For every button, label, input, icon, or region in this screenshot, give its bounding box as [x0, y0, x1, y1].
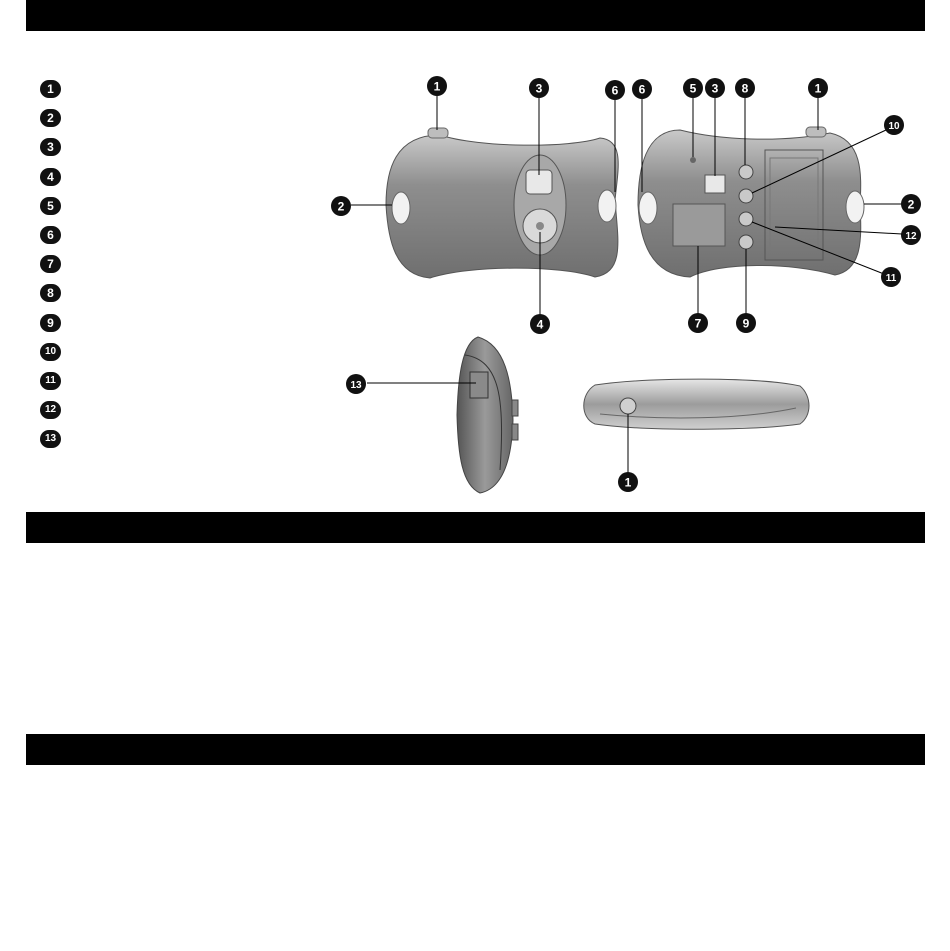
legend-badge: 2	[40, 109, 61, 127]
svg-text:13: 13	[350, 380, 362, 391]
top-view	[584, 379, 809, 492]
legend-badge: 7	[40, 255, 61, 273]
front-callout-4	[530, 314, 550, 334]
svg-text:8: 8	[741, 81, 749, 96]
back-right-strap-hole	[846, 191, 864, 223]
lcd-screen	[673, 204, 725, 246]
svg-text:6: 6	[638, 82, 646, 97]
back-callout-10	[884, 115, 904, 135]
svg-text:2: 2	[907, 197, 915, 212]
back-callout-3	[705, 78, 725, 98]
back-callout-2	[901, 194, 921, 214]
back-viewfinder	[705, 175, 725, 193]
legend-badge: 1	[40, 80, 61, 98]
front-callout-2	[331, 196, 351, 216]
top-callout-1	[618, 472, 638, 492]
svg-text:1: 1	[624, 475, 632, 490]
svg-text:10: 10	[888, 121, 900, 132]
shutter-button	[620, 398, 636, 414]
svg-text:11: 11	[885, 273, 897, 284]
side-view	[346, 337, 518, 493]
legend-badge: 13	[40, 430, 61, 448]
side-body	[457, 337, 513, 493]
svg-text:2: 2	[337, 199, 345, 214]
svg-text:9: 9	[742, 316, 750, 331]
svg-text:1: 1	[814, 81, 822, 96]
svg-text:5: 5	[689, 81, 697, 96]
svg-text:4: 4	[536, 317, 544, 332]
svg-text:1: 1	[433, 79, 441, 94]
back-callout-7	[688, 313, 708, 333]
button-9	[739, 235, 753, 249]
legend-badge: 3	[40, 138, 61, 156]
back-callout-1	[808, 78, 828, 98]
button-10	[739, 189, 753, 203]
front-left-strap-hole	[392, 192, 410, 224]
svg-text:12: 12	[905, 231, 917, 242]
usb-port	[470, 372, 488, 398]
button-11	[739, 212, 753, 226]
back-top-button	[806, 127, 826, 137]
legend-badge: 10	[40, 343, 61, 361]
front-callout-1	[427, 76, 447, 96]
svg-text:6: 6	[611, 83, 619, 98]
back-left-strap-hole	[639, 192, 657, 224]
back-callout-8	[735, 78, 755, 98]
legend-badge: 6	[40, 226, 61, 244]
front-body	[386, 135, 618, 278]
front-right-strap-hole	[598, 190, 616, 222]
legend-badge: 12	[40, 401, 61, 419]
svg-text:3: 3	[535, 81, 543, 96]
legend-badge: 4	[40, 168, 61, 186]
front-callout-6	[605, 80, 625, 100]
legend-badge: 11	[40, 372, 61, 390]
side-callout-13	[346, 374, 366, 394]
status-led	[690, 157, 696, 163]
svg-text:7: 7	[694, 316, 702, 331]
back-view	[632, 78, 921, 333]
back-body	[638, 130, 861, 277]
back-callout-5	[683, 78, 703, 98]
top-body	[584, 379, 809, 429]
back-callout-12	[901, 225, 921, 245]
front-view	[331, 76, 625, 334]
back-callout-9	[736, 313, 756, 333]
svg-text:3: 3	[711, 81, 719, 96]
button-8	[739, 165, 753, 179]
legend-badge: 5	[40, 197, 61, 215]
legend-badge: 8	[40, 284, 61, 302]
front-top-button	[428, 128, 448, 138]
back-callout-11	[881, 267, 901, 287]
legend-badge: 9	[40, 314, 61, 332]
front-callout-3	[529, 78, 549, 98]
back-callout-6	[632, 79, 652, 99]
